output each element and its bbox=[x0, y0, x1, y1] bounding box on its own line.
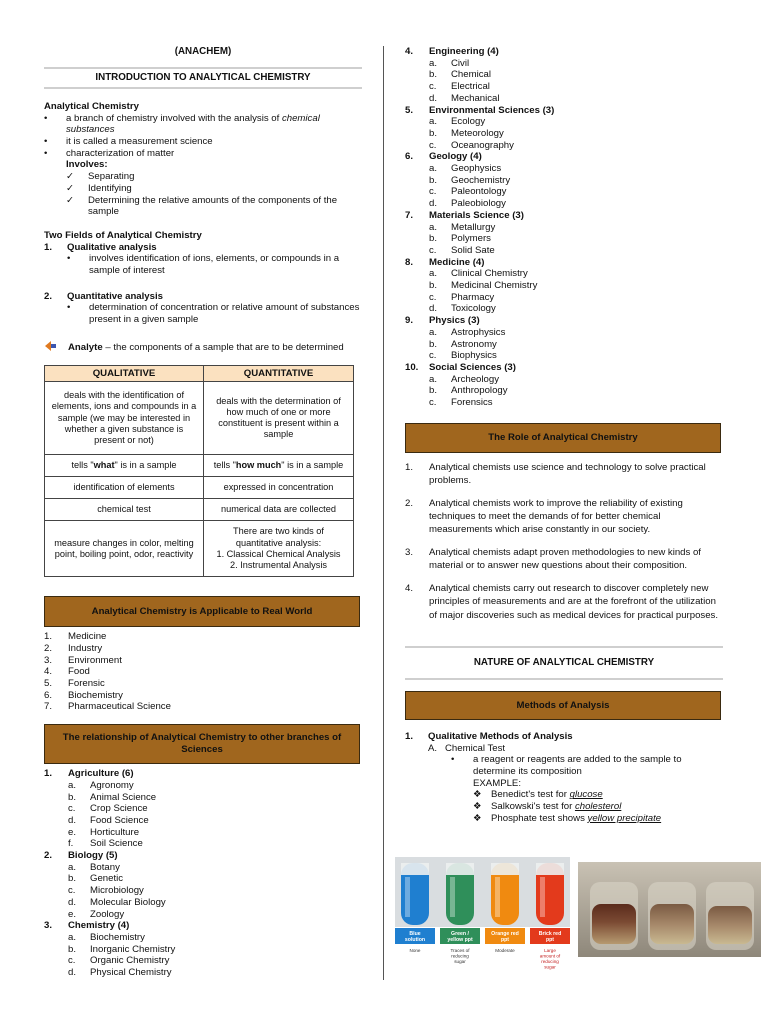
branch-number: 7. bbox=[405, 209, 414, 221]
science-branch bbox=[405, 210, 723, 222]
sub-field bbox=[405, 175, 723, 187]
sub-field bbox=[44, 932, 362, 944]
branch-number: 6. bbox=[405, 151, 414, 163]
field-2-desc bbox=[44, 302, 362, 325]
tube-caption: None bbox=[409, 948, 421, 953]
tube-label: Blue bbox=[409, 931, 421, 937]
sub-field-text: Pharmacy bbox=[451, 291, 495, 303]
example-item bbox=[473, 813, 723, 825]
list-item-text: Biochemistry bbox=[68, 689, 123, 701]
sub-field bbox=[405, 339, 723, 351]
example-label: EXAMPLE: bbox=[473, 777, 521, 789]
sub-field-text: Organic Chemistry bbox=[90, 955, 170, 967]
list-item bbox=[44, 631, 362, 643]
table-cell: chemical test bbox=[45, 499, 204, 521]
sub-field-letter: a. bbox=[68, 779, 77, 791]
bullet-dot: • bbox=[44, 112, 48, 124]
applicable-heading: Analytical Chemistry is Applicable to Real World bbox=[44, 596, 360, 627]
sub-field-letter: c. bbox=[68, 955, 76, 967]
sub-field-text: Forensics bbox=[451, 397, 493, 409]
sub-field-text: Metallurgy bbox=[451, 221, 496, 233]
diamond-bullet-icon: ❖ bbox=[473, 812, 482, 824]
ac-b1-ital: chemical substances bbox=[66, 112, 320, 136]
sub-field-text: Molecular Biology bbox=[90, 896, 166, 908]
table-row bbox=[45, 455, 354, 477]
sub-field-letter: b. bbox=[68, 791, 77, 803]
sub-field-letter: b. bbox=[429, 69, 438, 81]
sub-field bbox=[44, 792, 362, 804]
branch-title: Engineering (4) bbox=[429, 46, 499, 57]
sub-field-text: Animal Science bbox=[90, 791, 157, 803]
sub-field-letter: a. bbox=[68, 932, 77, 943]
sub-field-letter: b. bbox=[68, 943, 77, 955]
role-number: 1. bbox=[405, 461, 414, 473]
method-1 bbox=[405, 731, 723, 743]
sub-field-text: Biophysics bbox=[451, 350, 497, 362]
ac-b2-text: it is called a measurement science bbox=[66, 135, 213, 147]
table-cell: tells "how much" is in a sample bbox=[204, 455, 354, 477]
bullet-dot: • bbox=[67, 253, 71, 265]
science-branch bbox=[44, 920, 362, 932]
field-1-title: Qualitative analysis bbox=[67, 241, 157, 253]
sub-field-letter: d. bbox=[68, 814, 77, 826]
sub-field bbox=[405, 128, 723, 140]
sub-field bbox=[405, 292, 723, 304]
role-number: 4. bbox=[405, 582, 414, 594]
diamond-bullet-icon: ❖ bbox=[473, 801, 482, 813]
sub-field-text: Soil Science bbox=[90, 838, 143, 850]
sub-field bbox=[44, 873, 362, 885]
role-item-text: Analytical chemists work to improve the reliability of existing techniques to meet the demands of for better chemical measurements which arise constantly in our society. bbox=[429, 497, 683, 536]
sub-field bbox=[405, 163, 723, 175]
table-cell: deals with the identification of elements, ions and compounds in a sample (we may be interested in whether a given substance is present or not) bbox=[45, 382, 204, 455]
role-list bbox=[405, 461, 723, 622]
tube-caption: Moderate bbox=[495, 948, 515, 953]
table-cell: measure changes in color, melting point, boiling point, odor, reactivity bbox=[45, 521, 204, 577]
list-number: 2. bbox=[44, 642, 53, 654]
sub-field-letter: d. bbox=[68, 967, 77, 979]
table-row bbox=[45, 521, 354, 577]
sub-field-text: Genetic bbox=[90, 873, 124, 885]
sub-field-letter: b. bbox=[429, 127, 438, 139]
table-header-row bbox=[45, 365, 354, 382]
sub-field-text: Solid Sate bbox=[451, 244, 495, 256]
method-bullet-text: a reagent or reagents are added to the sample to determine its composition bbox=[473, 754, 682, 778]
sub-field-letter: a. bbox=[429, 268, 438, 280]
sub-field bbox=[44, 885, 362, 897]
branch-title: Medicine (4) bbox=[429, 256, 485, 268]
sub-field bbox=[405, 268, 723, 280]
list-item-text: Food bbox=[68, 666, 90, 678]
branch-number: 5. bbox=[405, 104, 414, 116]
involves-item bbox=[66, 171, 362, 183]
branch-number: 10. bbox=[405, 361, 419, 373]
doc-top-label: (ANACHEM) bbox=[174, 46, 232, 57]
check-icon: ✓ bbox=[66, 194, 75, 206]
sub-field-letter: c. bbox=[429, 244, 437, 256]
tube-caption: Large bbox=[544, 948, 556, 953]
branch-number: 3. bbox=[44, 920, 53, 932]
bullet-dot: • bbox=[451, 754, 455, 766]
list-number: 5. bbox=[44, 678, 53, 690]
role-heading: The Role of Analytical Chemistry bbox=[405, 423, 721, 453]
right-column bbox=[405, 46, 723, 825]
list-item-text: Environment bbox=[68, 654, 122, 666]
example-text: Benedict's test for glucose bbox=[491, 789, 603, 801]
table-cell: numerical data are collected bbox=[204, 499, 354, 521]
involves-list bbox=[44, 171, 362, 218]
branch-number: 9. bbox=[405, 315, 414, 327]
relationship-list-left bbox=[44, 768, 362, 979]
check-icon: ✓ bbox=[66, 182, 75, 194]
sub-field-letter: a. bbox=[429, 221, 438, 233]
branch-title: Environmental Sciences (3) bbox=[429, 104, 555, 116]
role-item-text: Analytical chemists carry out research to discover completely new principles of measurements and are at the forefront of the utilization of major discoveries such as medical devices for practical purposes. bbox=[429, 582, 719, 621]
example-item bbox=[473, 801, 723, 813]
list-item bbox=[44, 643, 362, 655]
ac-bullet-1 bbox=[44, 113, 362, 136]
sub-field-text: Crop Science bbox=[90, 803, 148, 815]
sub-field bbox=[44, 815, 362, 827]
sub-field bbox=[405, 58, 723, 70]
sub-field-text: Mechanical bbox=[451, 92, 500, 104]
branch-title: Physics (3) bbox=[429, 315, 480, 327]
method-1a bbox=[405, 743, 723, 755]
science-branch bbox=[405, 362, 723, 374]
sub-field bbox=[405, 81, 723, 93]
sub-field bbox=[405, 186, 723, 198]
science-branch bbox=[405, 105, 723, 117]
sub-field bbox=[405, 222, 723, 234]
science-branch bbox=[405, 315, 723, 327]
bullet-dot: • bbox=[44, 147, 48, 159]
phosphate-test-drawing bbox=[578, 862, 761, 957]
sub-field bbox=[44, 955, 362, 967]
sub-field-letter: a. bbox=[429, 373, 438, 385]
svg-text:ppt: ppt bbox=[545, 937, 555, 943]
field-1-num: 1. bbox=[44, 241, 53, 253]
branch-title: Agriculture (6) bbox=[68, 768, 134, 780]
sub-field-letter: a. bbox=[429, 116, 438, 128]
sub-field-letter: d. bbox=[429, 92, 438, 104]
science-branch bbox=[405, 46, 723, 58]
science-branch bbox=[405, 151, 723, 163]
field-1-desc bbox=[44, 253, 362, 276]
sub-field-letter: a. bbox=[429, 57, 438, 69]
role-item bbox=[405, 582, 723, 622]
branch-number: 1. bbox=[44, 768, 53, 780]
role-item-text: Analytical chemists adapt proven methodologies to new kinds of material or to answer new questions about their composition. bbox=[429, 546, 701, 572]
sub-field-text: Oceanography bbox=[451, 139, 514, 151]
field-2-desc-text: determination of concentration or relative amount of substances present in a given sample bbox=[89, 302, 360, 326]
method-bullet bbox=[405, 754, 723, 789]
role-item bbox=[405, 546, 723, 573]
sub-field-letter: a. bbox=[429, 326, 438, 338]
ac-bullet-3 bbox=[44, 148, 362, 160]
bullet-dot: • bbox=[44, 135, 48, 147]
branch-title: Biology (5) bbox=[68, 850, 118, 862]
sub-field-text: Astronomy bbox=[451, 338, 497, 350]
phosphate-test-image bbox=[578, 862, 761, 957]
sub-field-letter: a. bbox=[429, 163, 438, 175]
involves-item bbox=[66, 183, 362, 195]
list-item-text: Medicine bbox=[68, 631, 107, 643]
left-column bbox=[44, 46, 362, 979]
header-quantitative: QUANTITATIVE bbox=[204, 365, 354, 382]
sub-field-letter: b. bbox=[429, 174, 438, 186]
applicable-list bbox=[44, 631, 362, 713]
sub-field bbox=[405, 233, 723, 245]
sub-field-letter: b. bbox=[68, 873, 77, 885]
sub-field bbox=[405, 69, 723, 81]
sub-field-text: Ecology bbox=[451, 116, 486, 128]
science-branch bbox=[44, 768, 362, 780]
sub-field-text: Microbiology bbox=[90, 885, 144, 897]
comparison-table bbox=[44, 365, 354, 578]
sub-field-text: Paleobiology bbox=[451, 198, 506, 210]
sub-field bbox=[44, 944, 362, 956]
analyte-def: – the components of a sample that are to be determined bbox=[102, 341, 344, 353]
table-cell: deals with the determination of how much of one or more constituent is present within a sample bbox=[204, 382, 354, 455]
sub-field-letter: c. bbox=[68, 885, 76, 897]
examples-list bbox=[405, 789, 723, 824]
method-1-num: 1. bbox=[405, 730, 414, 742]
sub-field-letter: c. bbox=[429, 291, 437, 303]
list-number: 3. bbox=[44, 654, 53, 666]
sub-field-text: Inorganic Chemistry bbox=[90, 943, 176, 955]
sub-field bbox=[405, 280, 723, 292]
sub-field-letter: d. bbox=[429, 198, 438, 210]
tube-caption: sugar bbox=[454, 959, 466, 964]
list-item bbox=[44, 655, 362, 667]
list-item-text: Forensic bbox=[68, 678, 105, 690]
ac-b3-text: characterization of matter bbox=[66, 147, 175, 159]
diamond-bullet-icon: ❖ bbox=[473, 789, 482, 801]
role-item-text: Analytical chemists use science and technology to solve practical problems. bbox=[429, 461, 706, 487]
list-number: 7. bbox=[44, 701, 53, 713]
branch-number: 8. bbox=[405, 256, 414, 268]
sub-field bbox=[44, 967, 362, 979]
check-icon: ✓ bbox=[66, 171, 75, 183]
sub-field-letter: d. bbox=[68, 896, 77, 908]
sub-field-letter: e. bbox=[68, 826, 77, 838]
example-text: Salkowski's test for cholesterol bbox=[491, 801, 622, 813]
sub-field-text: Polymers bbox=[451, 233, 491, 245]
sub-field-letter: c. bbox=[429, 350, 437, 362]
svg-text:ppt: ppt bbox=[500, 937, 510, 943]
list-number: 6. bbox=[44, 689, 53, 701]
field-2-title: Quantitative analysis bbox=[67, 290, 163, 302]
sub-field-text: Electrical bbox=[451, 81, 490, 93]
sub-field-text: Geophysics bbox=[451, 163, 502, 175]
list-item-text: Industry bbox=[68, 642, 103, 654]
sub-field-text: Biochemistry bbox=[90, 932, 145, 943]
sub-field-text: Meteorology bbox=[451, 127, 504, 139]
method-1-title: Qualitative Methods of Analysis bbox=[428, 730, 573, 742]
sub-field-text: Botany bbox=[90, 861, 120, 873]
list-item bbox=[44, 666, 362, 678]
sub-field bbox=[405, 350, 723, 362]
branch-title: Geology (4) bbox=[429, 151, 482, 163]
tube-label: Green / bbox=[451, 931, 469, 937]
sub-field bbox=[44, 838, 362, 850]
sub-field-text: Paleontology bbox=[451, 186, 507, 198]
ac-b1-text: a branch of chemistry involved with the analysis of bbox=[66, 112, 282, 124]
involves-item-text: Separating bbox=[88, 171, 135, 183]
sub-field bbox=[405, 303, 723, 315]
table-cell: expressed in concentration bbox=[204, 477, 354, 499]
analyte-line bbox=[44, 340, 362, 356]
involves-label: Involves: bbox=[66, 159, 108, 171]
list-item bbox=[44, 678, 362, 690]
sub-field bbox=[405, 397, 723, 409]
analyte-term: Analyte bbox=[68, 341, 103, 353]
tube-caption: sugar bbox=[544, 964, 556, 970]
sub-field bbox=[405, 245, 723, 257]
sub-field-letter: f. bbox=[68, 838, 74, 850]
sub-field-letter: c. bbox=[429, 81, 437, 93]
sub-field-letter: a. bbox=[68, 861, 77, 873]
role-number: 3. bbox=[405, 546, 414, 558]
sub-field bbox=[44, 780, 362, 792]
branch-title: Social Sciences (3) bbox=[429, 361, 516, 373]
science-branch bbox=[44, 850, 362, 862]
sub-field-text: Zoology bbox=[90, 908, 125, 920]
sub-field bbox=[405, 385, 723, 397]
field-1-desc-text: involves identification of ions, elements, or compounds in a sample of interest bbox=[89, 253, 340, 277]
relationship-list-right bbox=[405, 46, 723, 409]
sub-field-text: Astrophysics bbox=[451, 326, 506, 338]
sub-field-text: Archeology bbox=[451, 373, 499, 385]
branch-number: 2. bbox=[44, 850, 53, 862]
role-number: 2. bbox=[405, 497, 414, 509]
tube-caption: reducing bbox=[451, 953, 469, 959]
list-number: 4. bbox=[44, 666, 53, 678]
table-cell: There are two kinds of quantitative analysis: 1. Classical Chemical Analysis 2. Instrumental Analysis bbox=[204, 521, 354, 577]
svg-text:yellow ppt: yellow ppt bbox=[447, 937, 473, 943]
relationship-heading: The relationship of Analytical Chemistry to other branches of Sciences bbox=[44, 724, 360, 764]
sub-field bbox=[405, 374, 723, 386]
tube-caption: Traces of bbox=[450, 948, 470, 953]
list-number: 1. bbox=[44, 631, 53, 643]
sub-field-letter: b. bbox=[429, 385, 438, 397]
sub-field bbox=[44, 909, 362, 921]
involves-item-text: Identifying bbox=[88, 182, 132, 194]
example-item bbox=[473, 789, 723, 801]
sub-field-text: Horticulture bbox=[90, 826, 140, 838]
sub-field bbox=[44, 803, 362, 815]
method-1a-title: Chemical Test bbox=[445, 742, 506, 754]
sub-field-letter: e. bbox=[68, 908, 77, 920]
table-cell: identification of elements bbox=[45, 477, 204, 499]
sub-field-text: Food Science bbox=[90, 814, 149, 826]
sub-field-letter: b. bbox=[429, 233, 438, 245]
sub-field bbox=[44, 827, 362, 839]
sub-field-letter: c. bbox=[68, 803, 76, 815]
sub-field-text: Toxicology bbox=[451, 303, 496, 315]
sub-field bbox=[405, 93, 723, 105]
role-item bbox=[405, 497, 723, 537]
role-item bbox=[405, 461, 723, 488]
sub-field bbox=[405, 327, 723, 339]
sub-field bbox=[405, 198, 723, 210]
sub-field-text: Physical Chemistry bbox=[90, 967, 172, 979]
list-item bbox=[44, 701, 362, 713]
sub-field-text: Clinical Chemistry bbox=[451, 268, 528, 280]
fields-title: Two Fields of Analytical Chemistry bbox=[44, 229, 202, 241]
ac-bullet-2 bbox=[44, 136, 362, 148]
list-item bbox=[44, 690, 362, 702]
involves-item-text: Determining the relative amounts of the components of the sample bbox=[88, 194, 338, 218]
example-text: Phosphate test shows yellow precipitate bbox=[491, 812, 662, 824]
field-2 bbox=[44, 291, 362, 303]
field-2-num: 2. bbox=[44, 290, 53, 302]
branch-title: Chemistry (4) bbox=[68, 920, 130, 932]
involves-item bbox=[66, 195, 362, 218]
tube-label: Orange red bbox=[491, 931, 519, 937]
tube-label: Brick red bbox=[538, 931, 562, 937]
table-cell: tells "what" is in a sample bbox=[45, 455, 204, 477]
sub-field bbox=[44, 897, 362, 909]
bullet-dot: • bbox=[67, 302, 71, 314]
svg-text:solution: solution bbox=[404, 937, 426, 943]
column-divider bbox=[383, 46, 384, 980]
sub-field-letter: c. bbox=[429, 139, 437, 151]
table-row bbox=[45, 499, 354, 521]
ac-title: Analytical Chemistry bbox=[44, 100, 139, 112]
sub-field-text: Medicinal Chemistry bbox=[451, 280, 538, 292]
sub-field-text: Anthropology bbox=[451, 385, 508, 397]
sub-field-text: Geochemistry bbox=[451, 174, 511, 186]
list-item-text: Pharmaceutical Science bbox=[68, 701, 171, 713]
sub-field-letter: b. bbox=[429, 280, 438, 292]
sub-field bbox=[44, 862, 362, 874]
field-1 bbox=[44, 242, 362, 254]
sub-field bbox=[405, 140, 723, 152]
sub-field-text: Chemical bbox=[451, 69, 491, 81]
sub-field-letter: d. bbox=[429, 303, 438, 315]
sub-field-letter: c. bbox=[429, 397, 437, 409]
table-row bbox=[45, 382, 354, 455]
method-1a-letter: A. bbox=[428, 742, 438, 754]
sub-field bbox=[405, 116, 723, 128]
nature-heading: NATURE OF ANALYTICAL CHEMISTRY bbox=[405, 646, 723, 680]
branch-title: Materials Science (3) bbox=[429, 209, 524, 221]
table-row bbox=[45, 477, 354, 499]
header-qualitative: QUALITATIVE bbox=[45, 365, 204, 382]
arrow-bullet-icon bbox=[44, 340, 68, 356]
sub-field-letter: b. bbox=[429, 338, 438, 350]
tube-caption: reducing bbox=[541, 959, 559, 964]
sub-field-text: Agronomy bbox=[90, 779, 134, 791]
branch-number: 4. bbox=[405, 46, 414, 57]
benedict-test-image bbox=[395, 857, 570, 975]
intro-heading: INTRODUCTION TO ANALYTICAL CHEMISTRY bbox=[44, 67, 362, 89]
sub-field-letter: c. bbox=[429, 186, 437, 198]
science-branch bbox=[405, 257, 723, 269]
tube-caption: amount of bbox=[539, 953, 561, 959]
methods-heading: Methods of Analysis bbox=[405, 691, 721, 720]
sub-field-text: Civil bbox=[451, 57, 470, 69]
